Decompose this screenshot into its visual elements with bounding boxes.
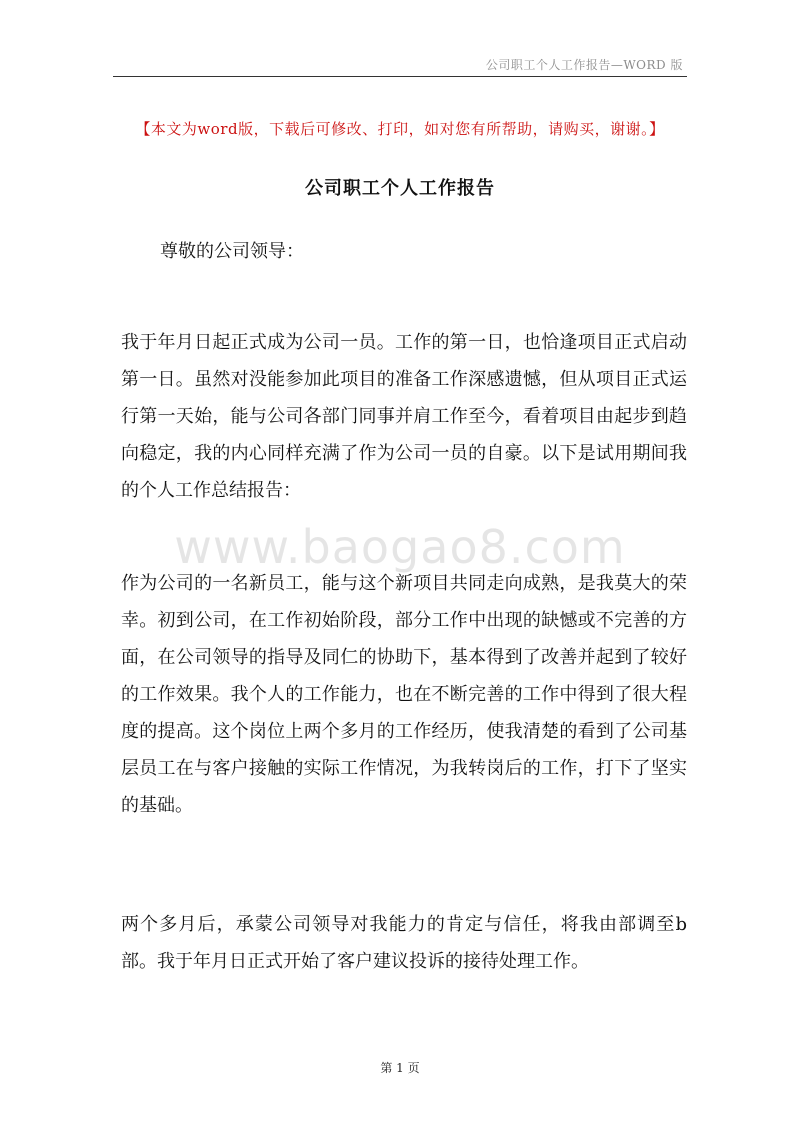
document-title: 公司职工个人工作报告 xyxy=(305,178,495,199)
paragraph-3: 两个多月后，承蒙公司领导对我能力的肯定与信任，将我由部调至b部。我于年月日正式开始了客户建议投诉的接待处理工作。 xyxy=(121,914,687,972)
paragraph-1: 我于年月日起正式成为公司一员。工作的第一日，也恰逢项目正式启动第一日。虽然对没能参加此项目的准备工作深感遗憾，但从项目正式运行第一天始，能与公司各部门同事并肩工作至今，看着项目由起步到趋向稳定，我的内心同样充满了作为公司一员的自豪。以下是试用期间我的个人工作总结报告： xyxy=(121,332,687,501)
page-number: 第 1 页 xyxy=(380,1061,420,1075)
purchase-notice: 【本文为word版，下载后可修改、打印，如对您有所帮助，请购买，谢谢。】 xyxy=(135,120,665,138)
header-divider xyxy=(113,76,687,77)
salutation: 尊敬的公司领导： xyxy=(160,241,304,262)
running-header: 公司职工个人工作报告—WORD 版 xyxy=(485,58,683,72)
paragraph-2: 作为公司的一名新员工，能与这个新项目共同走向成熟，是我莫大的荣幸。初到公司，在工作初始阶段，部分工作中出现的缺憾或不完善的方面，在公司领导的指导及同仁的协助下，基本得到了改善并起到了较好的工作效果。我个人的工作能力，也在不断完善的工作中得到了很大程度的提高。这个岗位上两个多月的工作经历，使我清楚的看到了公司基层员工在与客户接触的实际工作情况，为我转岗后的工作，打下了坚实的基础。 xyxy=(121,573,687,816)
watermark: www.baogao8.com xyxy=(174,520,626,574)
